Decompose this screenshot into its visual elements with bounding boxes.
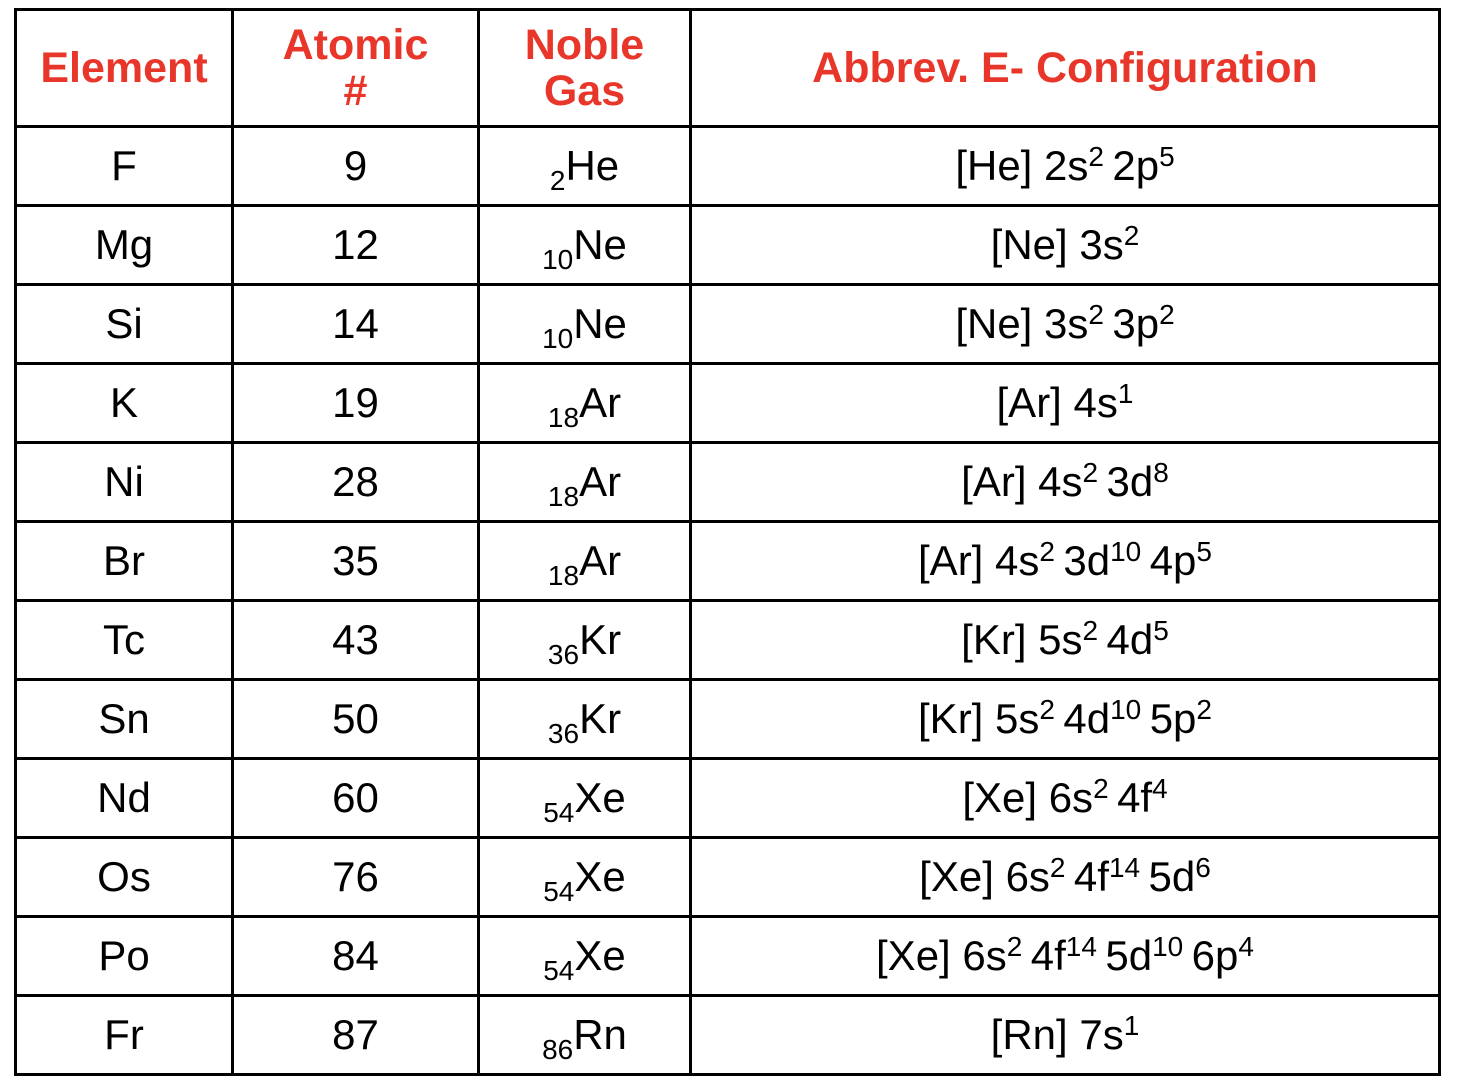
element-cell: Tc — [16, 601, 233, 680]
config-electrons: 2 — [1093, 773, 1109, 804]
electron-configuration-table — [14, 8, 1441, 1076]
table-row — [16, 285, 1440, 364]
element-cell: Ni — [16, 443, 233, 522]
noble-gas-symbol: Ne — [573, 300, 627, 347]
configuration-cell — [691, 443, 1440, 522]
atomic-number-cell: 84 — [233, 917, 479, 996]
atomic-number-cell: 50 — [233, 680, 479, 759]
config-electrons: 1 — [1117, 378, 1134, 409]
element-cell: Br — [16, 522, 233, 601]
atomic-number-cell: 60 — [233, 759, 479, 838]
noble-gas-symbol: Kr — [579, 695, 622, 742]
config-core: [Ne] — [990, 221, 1068, 268]
noble-gas-atomic-number: 36 — [547, 639, 580, 670]
header-atomic-number — [233, 10, 479, 127]
noble-gas-symbol: Rn — [573, 1011, 627, 1058]
config-orbital: 6s — [1005, 853, 1050, 900]
config-orbital: 3s — [1044, 300, 1089, 347]
table-row — [16, 443, 1440, 522]
config-orbital: 2p — [1112, 142, 1160, 189]
noble-gas-symbol: He — [565, 142, 620, 189]
noble-gas-symbol: Ar — [579, 458, 622, 505]
table-row — [16, 680, 1440, 759]
noble-gas-symbol: Xe — [574, 774, 626, 821]
table-row — [16, 838, 1440, 917]
config-electrons: 1 — [1123, 1010, 1140, 1041]
noble-gas-symbol: Xe — [574, 853, 626, 900]
header-row — [16, 10, 1440, 127]
element-cell: Mg — [16, 206, 233, 285]
config-orbital: 4s — [1073, 379, 1118, 426]
table-row — [16, 206, 1440, 285]
noble-gas-cell — [479, 443, 691, 522]
noble-gas-atomic-number: 54 — [543, 955, 575, 986]
noble-gas-symbol: Ne — [573, 221, 627, 268]
table-row — [16, 759, 1440, 838]
config-electrons: 5 — [1159, 141, 1175, 172]
config-orbital: 6p — [1191, 932, 1239, 979]
noble-gas-atomic-number: 18 — [547, 402, 580, 433]
configuration-cell — [691, 127, 1440, 206]
configuration-cell — [691, 206, 1440, 285]
config-electrons: 4 — [1152, 773, 1168, 804]
config-electrons: 14 — [1108, 852, 1141, 883]
atomic-number-cell: 35 — [233, 522, 479, 601]
config-core: [Kr] — [918, 695, 984, 742]
configuration-cell — [691, 996, 1440, 1075]
table-row — [16, 127, 1440, 206]
config-electrons: 2 — [1088, 141, 1104, 172]
noble-gas-cell — [479, 996, 691, 1075]
noble-gas-atomic-number: 2 — [549, 165, 566, 196]
configuration-cell — [691, 759, 1440, 838]
configuration-cell — [691, 285, 1440, 364]
noble-gas-cell — [479, 127, 691, 206]
configuration-cell — [691, 917, 1440, 996]
config-electrons: 2 — [1049, 852, 1066, 883]
config-core: [Xe] — [876, 932, 951, 979]
config-core: [Kr] — [961, 616, 1027, 663]
config-orbital: 3p — [1112, 300, 1160, 347]
config-electrons: 2 — [1039, 694, 1055, 725]
noble-gas-cell — [479, 759, 691, 838]
config-orbital: 4s — [1038, 458, 1083, 505]
noble-gas-symbol: Ar — [579, 537, 622, 584]
header-configuration: Abbrev. E- Configuration — [691, 10, 1440, 127]
table-row — [16, 522, 1440, 601]
config-electrons: 2 — [1039, 536, 1055, 567]
table-row — [16, 996, 1440, 1075]
configuration-cell — [691, 838, 1440, 917]
config-orbital: 4p — [1149, 537, 1197, 584]
noble-gas-atomic-number: 86 — [542, 1034, 574, 1065]
noble-gas-symbol: Xe — [574, 932, 626, 979]
table-row — [16, 601, 1440, 680]
config-orbital: 4d — [1106, 616, 1154, 663]
config-electrons: 6 — [1195, 852, 1211, 883]
noble-gas-atomic-number: 18 — [547, 481, 580, 512]
config-electrons: 8 — [1153, 457, 1169, 488]
atomic-number-cell: 14 — [233, 285, 479, 364]
config-core: [Ar] — [961, 458, 1027, 505]
noble-gas-cell — [479, 206, 691, 285]
config-orbital: 5d — [1105, 932, 1153, 979]
config-core: [Rn] — [990, 1011, 1068, 1058]
config-electrons: 10 — [1110, 694, 1142, 725]
noble-gas-cell — [479, 285, 691, 364]
noble-gas-atomic-number: 36 — [547, 718, 580, 749]
table-row — [16, 917, 1440, 996]
config-orbital: 2s — [1044, 142, 1089, 189]
config-orbital: 5p — [1149, 695, 1197, 742]
header-atomic-line2: # — [343, 67, 368, 115]
element-cell: F — [16, 127, 233, 206]
config-electrons: 2 — [1196, 694, 1212, 725]
config-electrons: 5 — [1196, 536, 1212, 567]
element-cell: Fr — [16, 996, 233, 1075]
config-orbital: 5d — [1148, 853, 1196, 900]
config-core: [He] — [955, 142, 1033, 189]
config-core: [Ar] — [996, 379, 1062, 426]
config-orbital: 3d — [1106, 458, 1154, 505]
config-orbital: 5s — [995, 695, 1040, 742]
config-electrons: 2 — [1159, 299, 1175, 330]
noble-gas-atomic-number: 10 — [542, 244, 574, 275]
noble-gas-atomic-number: 54 — [543, 797, 575, 828]
config-orbital: 4f — [1030, 932, 1066, 979]
element-cell: Po — [16, 917, 233, 996]
config-core: [Xe] — [919, 853, 994, 900]
header-noble-line1: Noble — [524, 21, 645, 69]
element-cell: K — [16, 364, 233, 443]
atomic-number-cell: 28 — [233, 443, 479, 522]
config-orbital: 5s — [1038, 616, 1083, 663]
header-noble-line2: Gas — [543, 67, 626, 115]
element-cell: Sn — [16, 680, 233, 759]
atomic-number-cell: 87 — [233, 996, 479, 1075]
noble-gas-atomic-number: 54 — [543, 876, 575, 907]
header-element: Element — [16, 10, 233, 127]
config-electrons: 5 — [1153, 615, 1169, 646]
config-electrons: 2 — [1088, 299, 1104, 330]
noble-gas-symbol: Kr — [579, 616, 622, 663]
config-core: [Ne] — [955, 300, 1033, 347]
noble-gas-atomic-number: 10 — [542, 323, 574, 354]
config-electrons: 10 — [1152, 931, 1184, 962]
header-atomic-line1: Atomic — [282, 21, 429, 69]
config-electrons: 2 — [1082, 457, 1099, 488]
element-cell: Nd — [16, 759, 233, 838]
header-noble-gas — [479, 10, 691, 127]
atomic-number-cell: 19 — [233, 364, 479, 443]
config-electrons: 2 — [1123, 220, 1140, 251]
config-orbital: 6s — [1048, 774, 1094, 821]
config-electrons: 4 — [1238, 931, 1254, 962]
atomic-number-cell: 43 — [233, 601, 479, 680]
noble-gas-symbol: Ar — [579, 379, 622, 426]
configuration-cell — [691, 364, 1440, 443]
config-electrons: 10 — [1110, 536, 1142, 567]
configuration-cell — [691, 522, 1440, 601]
noble-gas-atomic-number: 18 — [547, 560, 580, 591]
config-orbital: 6s — [962, 932, 1007, 979]
noble-gas-cell — [479, 917, 691, 996]
element-cell: Os — [16, 838, 233, 917]
atomic-number-cell: 76 — [233, 838, 479, 917]
config-orbital: 3s — [1079, 221, 1124, 268]
config-orbital: 4s — [995, 537, 1040, 584]
atomic-number-cell: 12 — [233, 206, 479, 285]
atomic-number-cell: 9 — [233, 127, 479, 206]
configuration-cell — [691, 601, 1440, 680]
table-row — [16, 364, 1440, 443]
config-orbital: 4d — [1063, 695, 1111, 742]
config-orbital: 3d — [1063, 537, 1111, 584]
configuration-cell — [691, 680, 1440, 759]
config-orbital: 7s — [1079, 1011, 1124, 1058]
noble-gas-cell — [479, 364, 691, 443]
noble-gas-cell — [479, 522, 691, 601]
element-cell: Si — [16, 285, 233, 364]
noble-gas-cell — [479, 838, 691, 917]
config-electrons: 14 — [1065, 931, 1097, 962]
config-core: [Ar] — [918, 537, 984, 584]
config-orbital: 4f — [1073, 853, 1109, 900]
config-electrons: 2 — [1006, 931, 1023, 962]
noble-gas-cell — [479, 680, 691, 759]
config-core: [Xe] — [962, 774, 1038, 821]
config-orbital: 4f — [1117, 774, 1153, 821]
noble-gas-cell — [479, 601, 691, 680]
config-electrons: 2 — [1082, 615, 1099, 646]
